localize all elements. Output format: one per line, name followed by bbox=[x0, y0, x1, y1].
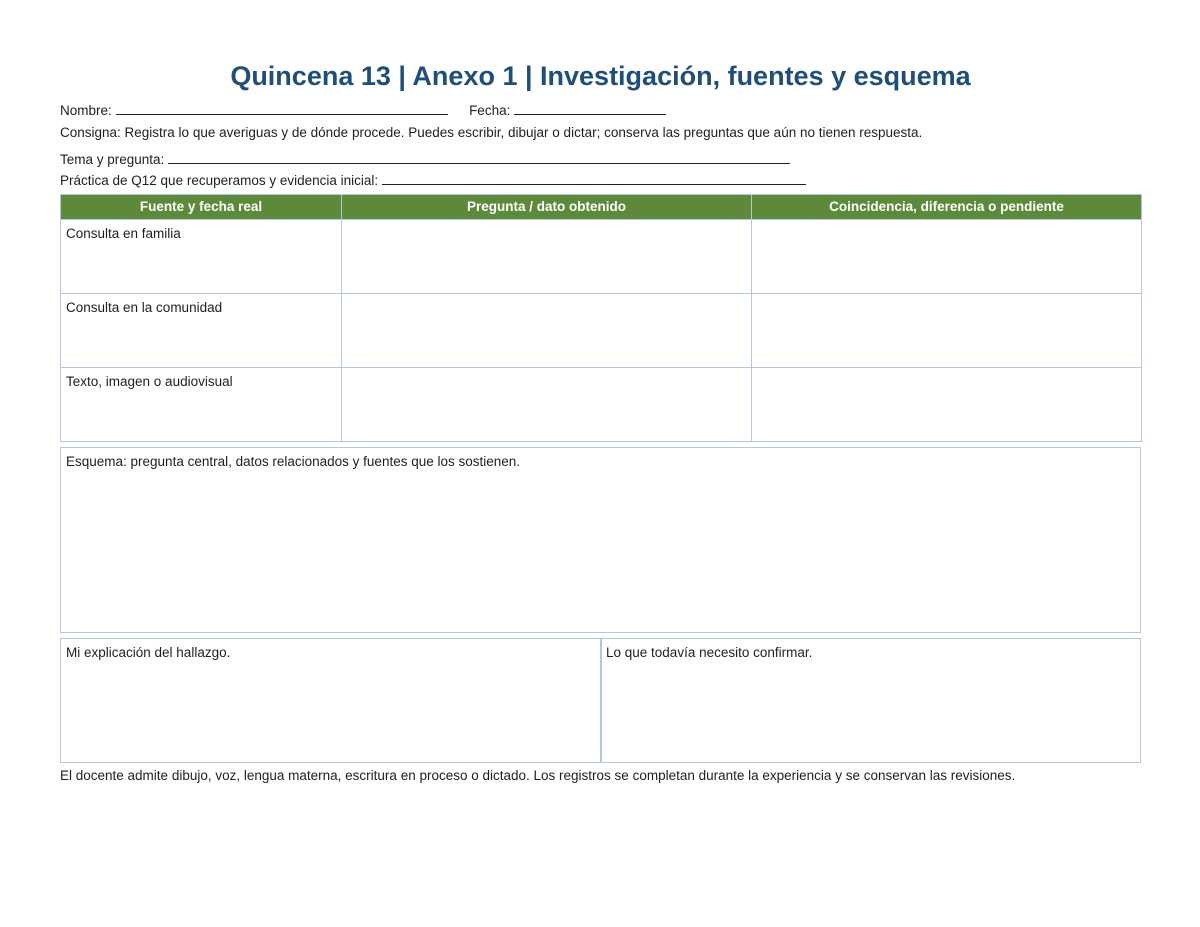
sources-table bbox=[60, 194, 1142, 442]
pending-label: Lo que todavía necesito confirmar. bbox=[606, 645, 813, 660]
topic-row bbox=[60, 150, 790, 169]
practice-label: Práctica de Q12 que recuperamos y evidencia inicial: bbox=[60, 173, 379, 188]
date-blank[interactable] bbox=[514, 101, 666, 115]
topic-blank[interactable] bbox=[168, 150, 790, 164]
match-cell[interactable] bbox=[752, 220, 1142, 294]
question-cell[interactable] bbox=[342, 294, 752, 368]
page-title: Quincena 13 | Anexo 1 | Investigación, fuentes y esquema bbox=[230, 61, 971, 91]
table-row bbox=[61, 220, 1142, 294]
table-header-row bbox=[61, 195, 1142, 220]
header-match: Coincidencia, diferencia o pendiente bbox=[752, 195, 1142, 220]
table-row bbox=[61, 368, 1142, 442]
footer-note: El docente admite dibujo, voz, lengua materna, escritura en proceso o dictado. Los registros se completan durante la experiencia y se conservan las revisiones. bbox=[60, 768, 1016, 783]
name-blank[interactable] bbox=[116, 101, 448, 115]
row-source-cell bbox=[61, 368, 342, 442]
explanation-label: Mi explicación del hallazgo. bbox=[66, 645, 231, 660]
pending-box[interactable] bbox=[600, 638, 1141, 763]
row-source-label: Texto, imagen o audiovisual bbox=[66, 374, 233, 389]
row-source-cell bbox=[61, 294, 342, 368]
practice-row bbox=[60, 171, 806, 190]
row-source-cell bbox=[61, 220, 342, 294]
question-cell[interactable] bbox=[342, 220, 752, 294]
name-date-row bbox=[60, 101, 666, 120]
match-cell[interactable] bbox=[752, 294, 1142, 368]
table-row bbox=[61, 294, 1142, 368]
explanation-box[interactable] bbox=[60, 638, 602, 763]
header-source: Fuente y fecha real bbox=[61, 195, 342, 220]
practice-blank[interactable] bbox=[382, 171, 806, 185]
match-cell[interactable] bbox=[752, 368, 1142, 442]
scheme-label: Esquema: pregunta central, datos relacionados y fuentes que los sostienen. bbox=[66, 454, 521, 469]
name-label: Nombre: bbox=[60, 103, 112, 118]
instruction-text: Consigna: Registra lo que averiguas y de dónde procede. Puedes escribir, dibujar o dictar; conserva las preguntas que aún no tienen respuesta. bbox=[60, 125, 923, 140]
row-source-label: Consulta en familia bbox=[66, 226, 181, 241]
header-question: Pregunta / dato obtenido bbox=[342, 195, 752, 220]
row-source-label: Consulta en la comunidad bbox=[66, 300, 223, 315]
scheme-box[interactable] bbox=[60, 447, 1141, 633]
question-cell[interactable] bbox=[342, 368, 752, 442]
date-label: Fecha: bbox=[469, 103, 511, 118]
topic-label: Tema y pregunta: bbox=[60, 152, 165, 167]
